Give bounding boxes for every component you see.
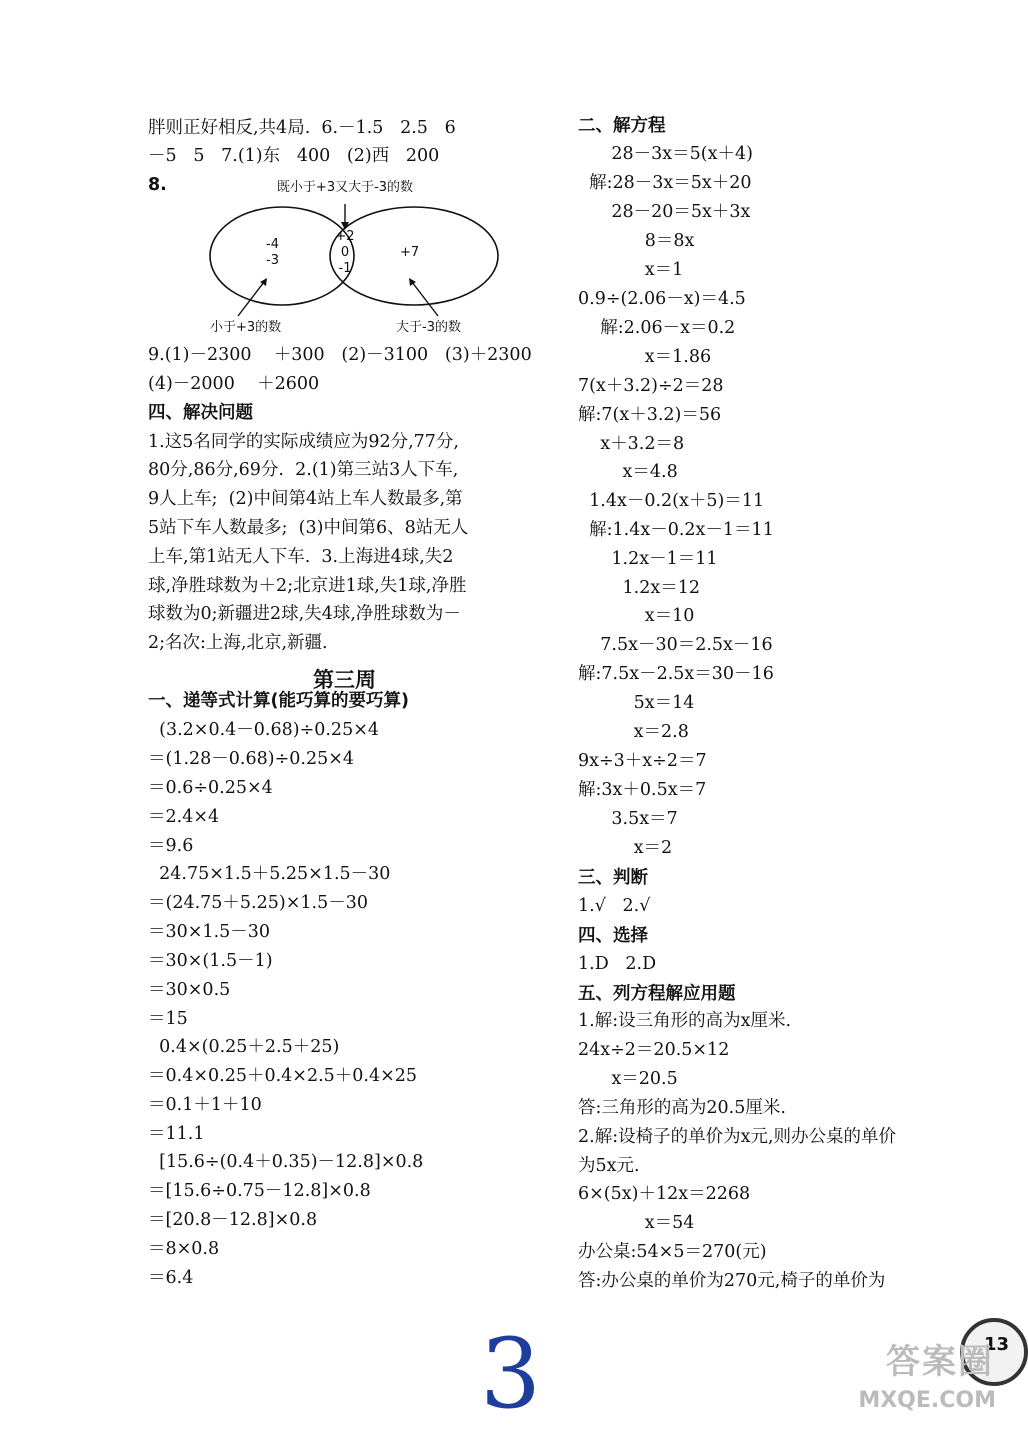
text-line: ＝2.4×4 bbox=[148, 807, 220, 827]
section-heading: 8. bbox=[148, 175, 167, 195]
text-line: 9.(1)－2300 ＋300 (2)－3100 (3)＋2300 bbox=[148, 345, 532, 365]
text-line: 胖则正好相反,共4局. 6.－1.5 2.5 6 bbox=[148, 118, 456, 138]
section-heading: 一、递等式计算(能巧算的要巧算) bbox=[148, 691, 409, 711]
text-line: 3.5x＝7 bbox=[578, 809, 678, 829]
section-heading: 二、解方程 bbox=[578, 116, 666, 136]
text-line: 0.4×(0.25＋2.5＋25) bbox=[148, 1037, 340, 1057]
text-line: ＝0.4×0.25＋0.4×2.5＋0.4×25 bbox=[148, 1066, 418, 1086]
text-line: ＝0.6÷0.25×4 bbox=[148, 778, 273, 798]
text-line: (4)－2000 ＋2600 bbox=[148, 374, 320, 394]
text-line: －5 5 7.(1)东 400 (2)西 200 bbox=[148, 146, 440, 166]
venn-middle-value-3: -1 bbox=[338, 261, 352, 276]
text-line: x＝1 bbox=[578, 260, 684, 280]
text-line: 解:28－3x＝5x＋20 bbox=[578, 173, 752, 193]
venn-left-value-1: -4 bbox=[266, 237, 279, 252]
text-line: 2.解:设椅子的单价为x元,则办公桌的单价 bbox=[578, 1127, 897, 1147]
text-line: 解:3x＋0.5x＝7 bbox=[578, 780, 707, 800]
text-line: 9人上车; (2)中间第4站上车人数最多,第 bbox=[148, 489, 463, 509]
venn-right-value-1: +7 bbox=[400, 245, 420, 260]
handwritten-mark: 3 bbox=[480, 1318, 542, 1430]
text-line: ＝6.4 bbox=[148, 1268, 194, 1288]
text-line: 8＝8x bbox=[578, 231, 695, 251]
section-heading: 四、选择 bbox=[578, 926, 648, 946]
text-line: 0.9÷(2.06－x)＝4.5 bbox=[578, 289, 746, 309]
text-line: 5站下车人数最多; (3)中间第6、8站无人 bbox=[148, 518, 469, 538]
watermark-text: 答案圈 bbox=[886, 1342, 994, 1382]
text-line: [15.6÷(0.4＋0.35)－12.8]×0.8 bbox=[148, 1152, 424, 1172]
text-line: 解:1.4x－0.2x－1＝11 bbox=[578, 520, 774, 540]
text-line: 6×(5x)＋12x＝2268 bbox=[578, 1184, 751, 1204]
text-line: 80分,86分,69分. 2.(1)第三站3人下车, bbox=[148, 460, 459, 480]
section-heading: 四、解决问题 bbox=[148, 403, 253, 423]
text-line: 5x＝14 bbox=[578, 693, 695, 713]
venn-left-value-2: -3 bbox=[266, 253, 279, 268]
week-title: 第三周 bbox=[313, 667, 376, 692]
text-line: 7.5x－30＝2.5x－16 bbox=[578, 635, 773, 655]
text-line: ＝30×0.5 bbox=[148, 980, 231, 1000]
text-line: 28－3x＝5(x＋4) bbox=[578, 144, 753, 164]
text-line: 1.2x－1＝11 bbox=[578, 549, 718, 569]
section-heading: 五、列方程解应用题 bbox=[578, 984, 736, 1004]
text-line: ＝(24.75＋5.25)×1.5－30 bbox=[148, 893, 368, 913]
text-line: ＝30×(1.5－1) bbox=[148, 951, 273, 971]
text-line: 解:7.5x－2.5x＝30－16 bbox=[578, 664, 774, 684]
text-line: 球,净胜球数为＋2;北京进1球,失1球,净胜 bbox=[148, 576, 467, 596]
text-line: ＝30×1.5－30 bbox=[148, 922, 271, 942]
text-line: 24x÷2＝20.5×12 bbox=[578, 1040, 730, 1060]
text-line: x＋3.2＝8 bbox=[578, 434, 685, 454]
text-line: 答:办公桌的单价为270元,椅子的单价为 bbox=[578, 1271, 886, 1291]
text-line: 答:三角形的高为20.5厘米. bbox=[578, 1098, 786, 1118]
text-line: x＝1.86 bbox=[578, 347, 712, 367]
text-line: ＝[15.6÷0.75－12.8]×0.8 bbox=[148, 1181, 371, 1201]
text-line: x＝20.5 bbox=[578, 1069, 678, 1089]
text-line: x＝54 bbox=[578, 1213, 695, 1233]
text-line: 球数为0;新疆进2球,失4球,净胜球数为－ bbox=[148, 604, 461, 624]
text-line: 1.√ 2.√ bbox=[578, 896, 651, 916]
text-line: 解:7(x＋3.2)＝56 bbox=[578, 405, 722, 425]
text-line: x＝2 bbox=[578, 838, 673, 858]
venn-middle-value-2: 0 bbox=[340, 245, 350, 260]
text-line: (3.2×0.4－0.68)÷0.25×4 bbox=[148, 720, 379, 740]
venn-left-ellipse bbox=[210, 207, 354, 305]
text-line: 1.D 2.D bbox=[578, 954, 657, 974]
text-line: x＝10 bbox=[578, 606, 695, 626]
text-line: 1.2x＝12 bbox=[578, 578, 700, 598]
venn-left-arrow-line bbox=[238, 282, 264, 316]
page-number: 13 bbox=[984, 1334, 1010, 1355]
text-line: 为5x元. bbox=[578, 1156, 640, 1176]
text-line: 解:2.06－x＝0.2 bbox=[578, 318, 736, 338]
text-line: 28－20＝5x＋3x bbox=[578, 202, 751, 222]
text-line: ＝[20.8－12.8]×0.8 bbox=[148, 1210, 318, 1230]
text-line: 9x÷3＋x÷2＝7 bbox=[578, 751, 707, 771]
watermark bbox=[856, 1330, 1000, 1426]
text-line: ＝8×0.8 bbox=[148, 1239, 220, 1259]
text-line: ＝(1.28－0.68)÷0.25×4 bbox=[148, 749, 355, 769]
text-line: 7(x＋3.2)÷2＝28 bbox=[578, 376, 724, 396]
text-line: x＝2.8 bbox=[578, 722, 689, 742]
text-line: 1.解:设三角形的高为x厘米. bbox=[578, 1011, 792, 1031]
text-line: ＝11.1 bbox=[148, 1124, 205, 1144]
text-line: 上车,第1站无人下车. 3.上海进4球,失2 bbox=[148, 547, 454, 567]
section-heading: 三、判断 bbox=[578, 868, 648, 888]
text-line: x＝4.8 bbox=[578, 462, 678, 482]
text-line: ＝9.6 bbox=[148, 836, 194, 856]
text-line: ＝0.1＋1＋10 bbox=[148, 1095, 262, 1115]
text-line: 1.4x－0.2(x＋5)＝11 bbox=[578, 491, 765, 511]
venn-right-arrow-line bbox=[412, 282, 438, 316]
venn-right-label: 大于-3的数 bbox=[396, 320, 461, 335]
text-line: 2;名次:上海,北京,新疆. bbox=[148, 633, 328, 653]
text-line: 1.这5名同学的实际成绩应为92分,77分, bbox=[148, 432, 459, 452]
venn-middle-value-1: +2 bbox=[335, 229, 355, 244]
venn-left-label: 小于+3的数 bbox=[210, 320, 282, 335]
venn-diagram bbox=[200, 176, 500, 336]
watermark-url: MXQE.COM bbox=[858, 1388, 996, 1413]
text-line: ＝15 bbox=[148, 1009, 188, 1029]
venn-top-label: 既小于+3又大于-3的数 bbox=[276, 180, 414, 195]
text-line: 24.75×1.5＋5.25×1.5－30 bbox=[148, 864, 391, 884]
text-line: 办公桌:54×5＝270(元) bbox=[578, 1242, 767, 1262]
